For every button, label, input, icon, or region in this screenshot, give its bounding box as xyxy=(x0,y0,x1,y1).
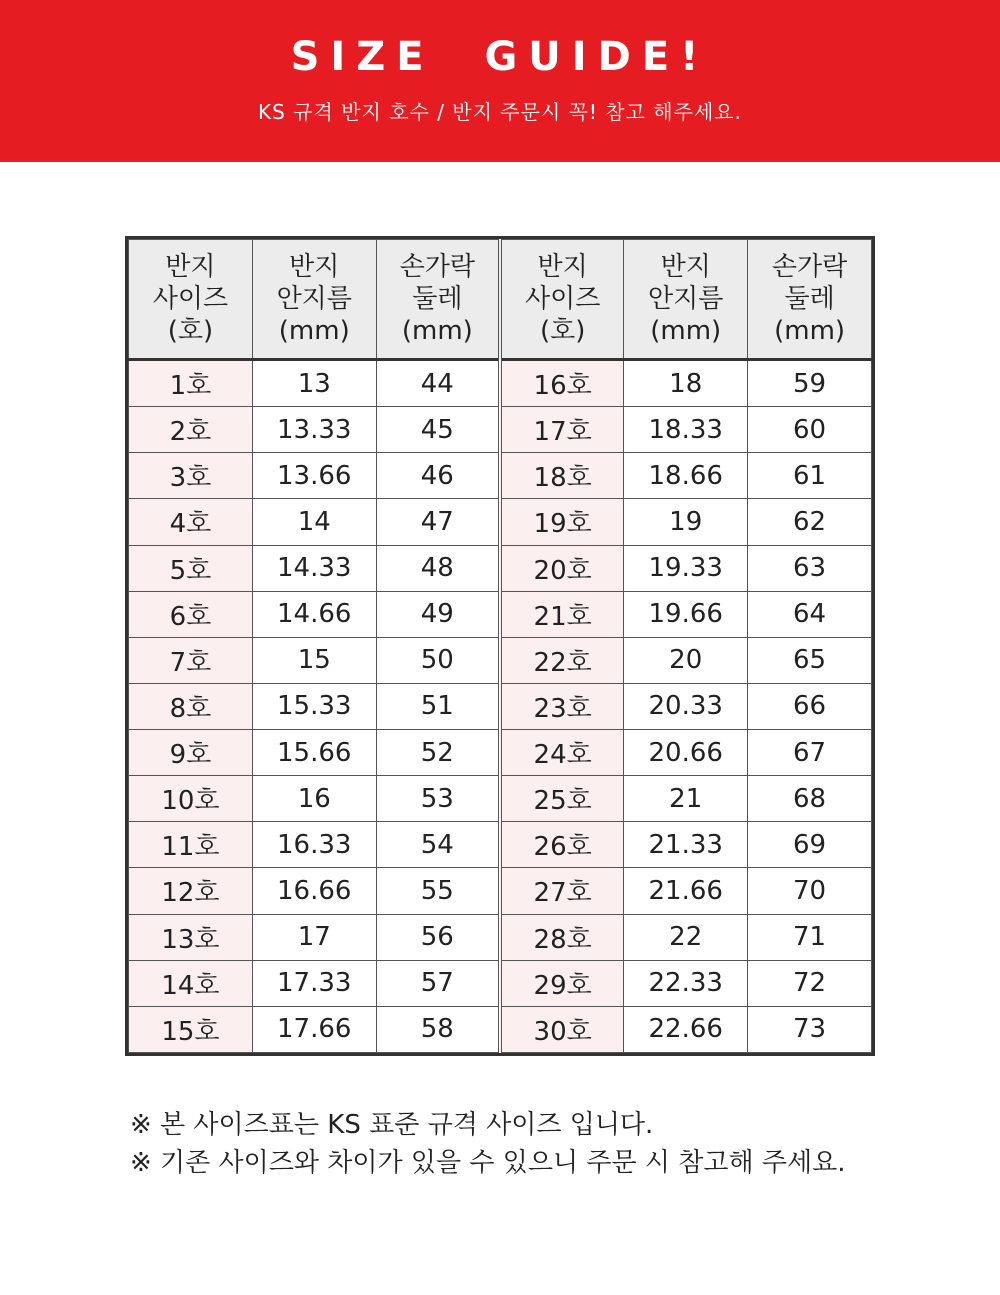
value-cell: 63 xyxy=(748,545,872,591)
column-header-line: 손가락 xyxy=(771,252,848,282)
value-cell: 21.33 xyxy=(624,822,748,868)
value-cell: 19.66 xyxy=(624,591,748,637)
size-cell: 23호 xyxy=(500,683,624,729)
value-cell: 18.33 xyxy=(624,407,748,453)
table-row xyxy=(129,776,872,822)
value-cell: 68 xyxy=(748,776,872,822)
table-body xyxy=(129,360,872,1053)
value-cell: 45 xyxy=(376,407,500,453)
value-cell: 70 xyxy=(748,868,872,914)
value-cell: 49 xyxy=(376,591,500,637)
value-cell: 16.66 xyxy=(252,868,376,914)
table-row xyxy=(129,499,872,545)
value-cell: 44 xyxy=(376,360,500,407)
value-cell: 46 xyxy=(376,453,500,499)
size-cell: 3호 xyxy=(129,453,253,499)
table-row xyxy=(129,960,872,1006)
value-cell: 54 xyxy=(376,822,500,868)
table-row xyxy=(129,545,872,591)
value-cell: 16 xyxy=(252,776,376,822)
value-cell: 56 xyxy=(376,914,500,960)
table-row xyxy=(129,637,872,683)
value-cell: 73 xyxy=(748,1006,872,1052)
column-header-line: (mm) xyxy=(650,316,722,346)
value-cell: 58 xyxy=(376,1006,500,1052)
column-header-line: 안지름 xyxy=(276,284,352,314)
value-cell: 69 xyxy=(748,822,872,868)
size-cell: 13호 xyxy=(129,914,253,960)
value-cell: 17 xyxy=(252,914,376,960)
column-header-line: 반지 xyxy=(289,252,340,282)
table-row xyxy=(129,683,872,729)
column-header-line: 사이즈 xyxy=(524,284,601,314)
value-cell: 15 xyxy=(252,637,376,683)
column-header-line: 둘레 xyxy=(412,284,463,314)
size-cell: 10호 xyxy=(129,776,253,822)
column-header xyxy=(376,240,500,360)
value-cell: 64 xyxy=(748,591,872,637)
size-cell: 19호 xyxy=(500,499,624,545)
size-cell: 14호 xyxy=(129,960,253,1006)
table-row xyxy=(129,591,872,637)
note-line: ※ 기존 사이즈와 차이가 있을 수 있으니 주문 시 참고해 주세요. xyxy=(130,1148,846,1178)
size-cell: 25호 xyxy=(500,776,624,822)
table-row xyxy=(129,360,872,407)
size-cell: 20호 xyxy=(500,545,624,591)
value-cell: 47 xyxy=(376,499,500,545)
value-cell: 53 xyxy=(376,776,500,822)
banner-subtitle: KS 규격 반지 호수 / 반지 주문시 꼭! 참고 해주세요. xyxy=(258,100,742,124)
column-header-line: (mm) xyxy=(278,316,350,346)
value-cell: 17.66 xyxy=(252,1006,376,1052)
value-cell: 22.66 xyxy=(624,1006,748,1052)
value-cell: 67 xyxy=(748,730,872,776)
value-cell: 19 xyxy=(624,499,748,545)
column-header xyxy=(252,240,376,360)
note-line: ※ 본 사이즈표는 KS 표준 규격 사이즈 입니다. xyxy=(130,1110,654,1140)
table-row xyxy=(129,868,872,914)
table-row xyxy=(129,1006,872,1052)
size-cell: 27호 xyxy=(500,868,624,914)
value-cell: 14.66 xyxy=(252,591,376,637)
value-cell: 20 xyxy=(624,637,748,683)
size-cell: 26호 xyxy=(500,822,624,868)
table-row xyxy=(129,453,872,499)
column-header xyxy=(500,240,624,360)
size-cell: 1호 xyxy=(129,360,253,407)
value-cell: 16.33 xyxy=(252,822,376,868)
table-row xyxy=(129,914,872,960)
table-row xyxy=(129,730,872,776)
size-cell: 12호 xyxy=(129,868,253,914)
value-cell: 20.66 xyxy=(624,730,748,776)
size-cell: 5호 xyxy=(129,545,253,591)
value-cell: 59 xyxy=(748,360,872,407)
table-row xyxy=(129,407,872,453)
column-header xyxy=(748,240,872,360)
column-header-line: 반지 xyxy=(165,252,216,282)
column-header-line: 사이즈 xyxy=(152,284,229,314)
value-cell: 15.33 xyxy=(252,683,376,729)
column-header-line: (mm) xyxy=(774,316,846,346)
column-header xyxy=(129,240,253,360)
column-header-line: 반지 xyxy=(537,252,588,282)
size-cell: 18호 xyxy=(500,453,624,499)
value-cell: 50 xyxy=(376,637,500,683)
column-header-line: (호) xyxy=(539,316,586,346)
size-cell: 22호 xyxy=(500,637,624,683)
size-cell: 30호 xyxy=(500,1006,624,1052)
size-cell: 17호 xyxy=(500,407,624,453)
value-cell: 22.33 xyxy=(624,960,748,1006)
value-cell: 22 xyxy=(624,914,748,960)
banner-title: SIZE GUIDE! xyxy=(290,34,710,80)
column-header-line: (mm) xyxy=(401,316,473,346)
value-cell: 13 xyxy=(252,360,376,407)
size-cell: 29호 xyxy=(500,960,624,1006)
size-cell: 2호 xyxy=(129,407,253,453)
column-header xyxy=(624,240,748,360)
value-cell: 51 xyxy=(376,683,500,729)
value-cell: 62 xyxy=(748,499,872,545)
value-cell: 65 xyxy=(748,637,872,683)
value-cell: 15.66 xyxy=(252,730,376,776)
value-cell: 21 xyxy=(624,776,748,822)
column-header-line: 둘레 xyxy=(784,284,835,314)
value-cell: 55 xyxy=(376,868,500,914)
value-cell: 66 xyxy=(748,683,872,729)
notes xyxy=(130,1106,930,1182)
value-cell: 19.33 xyxy=(624,545,748,591)
size-cell: 28호 xyxy=(500,914,624,960)
size-cell: 4호 xyxy=(129,499,253,545)
size-cell: 24호 xyxy=(500,730,624,776)
value-cell: 52 xyxy=(376,730,500,776)
size-cell: 6호 xyxy=(129,591,253,637)
value-cell: 48 xyxy=(376,545,500,591)
column-header-line: 반지 xyxy=(660,252,711,282)
value-cell: 21.66 xyxy=(624,868,748,914)
size-table-frame xyxy=(125,236,875,1056)
value-cell: 60 xyxy=(748,407,872,453)
size-cell: 9호 xyxy=(129,730,253,776)
value-cell: 14.33 xyxy=(252,545,376,591)
value-cell: 72 xyxy=(748,960,872,1006)
size-cell: 16호 xyxy=(500,360,624,407)
value-cell: 71 xyxy=(748,914,872,960)
table-row xyxy=(129,822,872,868)
value-cell: 18 xyxy=(624,360,748,407)
column-header-line: 손가락 xyxy=(399,252,475,282)
size-cell: 21호 xyxy=(500,591,624,637)
header-banner xyxy=(0,0,1000,162)
table-header-row xyxy=(129,240,872,360)
value-cell: 18.66 xyxy=(624,453,748,499)
value-cell: 61 xyxy=(748,453,872,499)
value-cell: 17.33 xyxy=(252,960,376,1006)
value-cell: 57 xyxy=(376,960,500,1006)
column-header-line: 안지름 xyxy=(648,284,724,314)
size-cell: 8호 xyxy=(129,683,253,729)
column-header-line: (호) xyxy=(167,316,214,346)
value-cell: 13.33 xyxy=(252,407,376,453)
size-cell: 11호 xyxy=(129,822,253,868)
size-table xyxy=(128,239,872,1053)
size-cell: 15호 xyxy=(129,1006,253,1052)
value-cell: 14 xyxy=(252,499,376,545)
value-cell: 20.33 xyxy=(624,683,748,729)
value-cell: 13.66 xyxy=(252,453,376,499)
size-cell: 7호 xyxy=(129,637,253,683)
